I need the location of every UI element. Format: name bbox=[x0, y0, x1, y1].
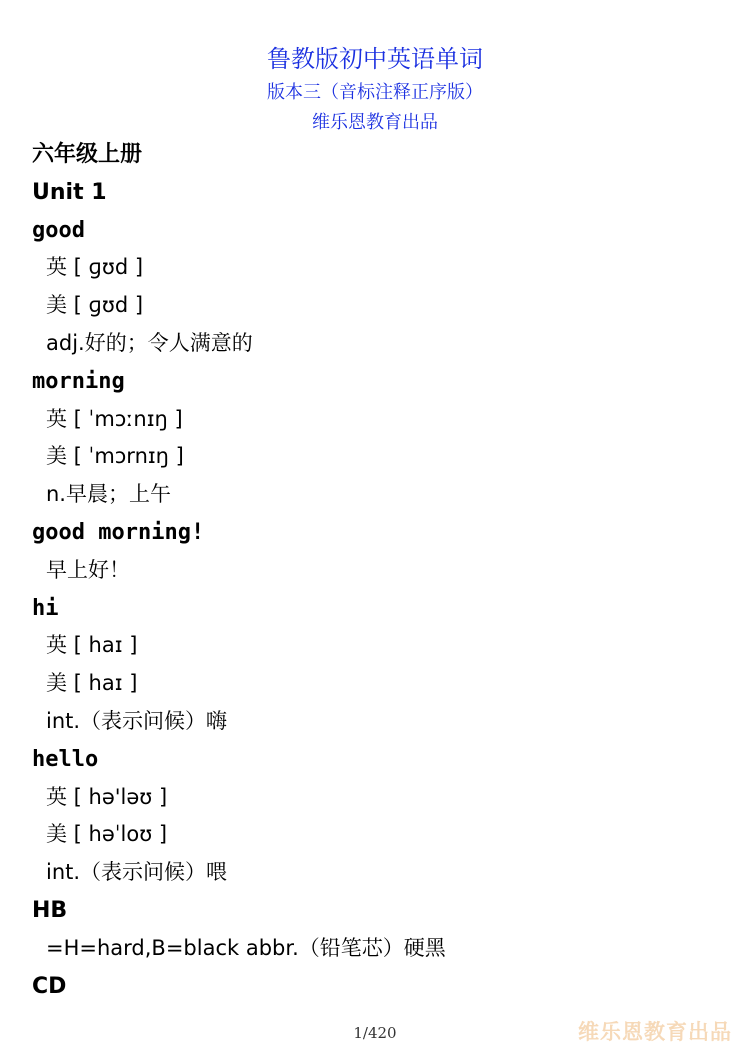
document-header bbox=[0, 40, 750, 138]
document-publisher: 维乐恩教育出品 bbox=[312, 112, 438, 133]
unit-heading: Unit 1 bbox=[32, 179, 107, 205]
document-subtitle: 版本三（音标注释正序版） bbox=[267, 82, 483, 103]
definition: =H=hard,B=black abbr.（铅笔芯）硬黑 bbox=[46, 935, 446, 960]
document-title: 鲁教版初中英语单词 bbox=[267, 45, 483, 73]
definition: adj.好的；令人满意的 bbox=[46, 330, 253, 355]
vocab-word: good morning! bbox=[32, 519, 205, 545]
vocab-abbreviation: HB bbox=[32, 897, 68, 923]
vocab-word: hello bbox=[32, 746, 99, 772]
phonetic-us: 美 [ ɡʊd ] bbox=[46, 293, 144, 318]
definition: n.早晨；上午 bbox=[46, 482, 171, 507]
definition: int.（表示问候）喂 bbox=[46, 860, 228, 885]
vocab-word: good bbox=[32, 217, 85, 243]
vocab-abbreviation: CD bbox=[32, 973, 67, 999]
definition: int.（表示问候）嗨 bbox=[46, 708, 228, 733]
vocab-word: morning bbox=[32, 368, 125, 394]
publisher-watermark: 维乐恩教育出品 bbox=[578, 1020, 732, 1044]
phonetic-uk: 英 [ hə'ləʊ ] bbox=[46, 784, 168, 809]
phonetic-uk: 英 [ haɪ ] bbox=[46, 633, 138, 658]
phonetic-us: 美 [ haɪ ] bbox=[46, 671, 138, 696]
phonetic-us: 美 [ həˈloʊ ] bbox=[46, 822, 168, 847]
phonetic-uk: 英 [ ˈmɔːnɪŋ ] bbox=[46, 406, 183, 431]
grade-heading: 六年级上册 bbox=[32, 142, 143, 167]
phonetic-us: 美 [ ˈmɔrnɪŋ ] bbox=[46, 444, 184, 469]
vocab-word: hi bbox=[32, 595, 59, 621]
page-number: 1/420 bbox=[353, 1024, 397, 1042]
phonetic-uk: 英 [ ɡʊd ] bbox=[46, 255, 144, 280]
definition: 早上好！ bbox=[46, 557, 130, 582]
vocabulary-list bbox=[32, 136, 722, 1005]
